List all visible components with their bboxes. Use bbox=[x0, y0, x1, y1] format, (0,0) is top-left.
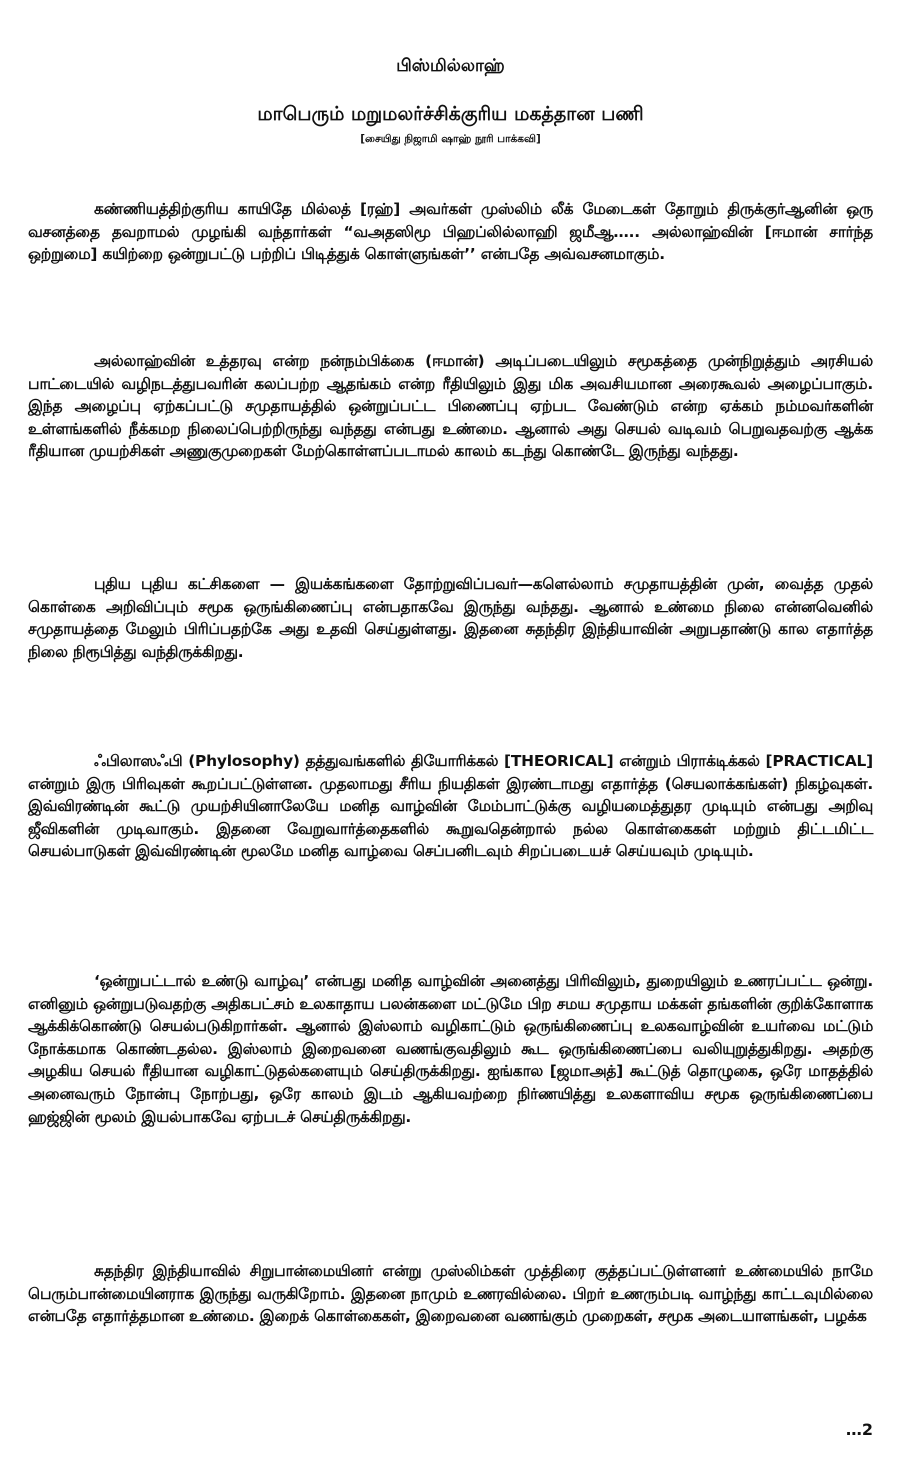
bismillah-heading: பிஸ்மில்லாஹ் bbox=[396, 56, 505, 76]
document-page bbox=[28, 0, 873, 1459]
paragraph-1: கண்ணியத்திற்குரிய காயிதே மில்லத் [ரஹ்] அவர்கள் முஸ்லிம் லீக் மேடைகள் தோறும் திருக்குர்ஆனின் ஒரு வசனத்தை தவறாமல் முழங்கி வந்தார்கள் “வஅதஸிமூ பிஹப்லில்லாஹி ஜமீஆ….. அல்லாஹ்வின் [ஈமான் சார்ந்த ஒற்றுமை] கயிற்றை ஒன்றுபட்டு பற்றிப் பிடித்துக் கொள்ளுங்கள்’’ என்பதே அவ்வசனமாகும். bbox=[28, 200, 873, 264]
article-title: மாபெரும் மறுமலர்ச்சிக்குரிய மகத்தான பணி bbox=[257, 103, 644, 125]
page-number: …2 bbox=[845, 1420, 873, 1439]
paragraph-3: புதிய புதிய கட்சிகளை — இயக்கங்களை தோற்றுவிப்பவர்—களெல்லாம் சமுதாயத்தின் முன், வைத்த முதல் கொள்கை அறிவிப்பும் சமூக ஒருங்கிணைப்பு என்பதாகவே இருந்து வந்தது. ஆனால் உண்மை நிலை என்னவெனில் சமுதாயத்தை மேலும் பிரிப்பதற்கே அது உதவி செய்துள்ளது. இதனை சுதந்திர இந்தியாவின் அறுபதாண்டு கால எதார்த்த நிலை நிரூபித்து வந்திருக்கிறது. bbox=[28, 575, 873, 661]
paragraph-4: ஃபிலாஸஃபி (Phylosophy) தத்துவங்களில் தியோரிக்கல் [THEORICAL] என்றும் பிராக்டிக்கல் [PRACTICAL] என்றும் இரு பிரிவுகள் கூறப்பட்டுள்ளன. முதலாமது சீரிய நியதிகள் இரண்டாமது எதார்த்த (செயலாக்கங்கள்) நிகழ்வுகள். இவ்விரண்டின் கூட்டு முயற்சியினாலேயே மனித வாழ்வின் மேம்பாட்டுக்கு வழியமைத்துதர முடியும் என்பது அறிவு ஜீவிகளின் முடிவாகும். இதனை வேறுவார்த்தைகளில் கூறுவதென்றால் நல்ல கொள்கைகள் மற்றும் திட்டமிட்ட செயல்பாடுகள் இவ்விரண்டின் மூலமே மனித வாழ்வை செப்பனிடவும் சிறப்படையச் செய்யவும் முடியும். bbox=[28, 752, 873, 861]
author-byline: [சையிது நிஜாமி ஷாஹ் நூரி பாக்கவி] bbox=[360, 133, 541, 145]
paragraph-2: அல்லாஹ்வின் உத்தரவு என்ற நன்நம்பிக்கை (ஈமான்) அடிப்படையிலும் சமூகத்தை முன்நிறுத்தும் அரசியல் பாட்டையில் வழிநடத்துபவரின் கலப்பற்ற ஆதங்கம் என்ற ரீதியிலும் இது மிக அவசியமான அரைகூவல் அழைப்பாகும். இந்த அழைப்பு ஏற்கப்பட்டு சமுதாயத்தில் ஒன்றுப்பட்ட பிணைப்பு ஏற்பட வேண்டும் என்ற ஏக்கம் நம்மவர்களின் உள்ளங்களில் நீக்கமற நிலைப்பெற்றிருந்து வந்தது என்பது உண்மை. ஆனால் அது செயல் வடிவம் பெறுவதவற்கு ஆக்க ரீதியான முயற்சிகள் அணுகுமுறைகள் மேற்கொள்ளப்படாமல் காலம் கடந்து கொண்டே இருந்து வந்தது. bbox=[28, 352, 873, 461]
paragraph-5: ‘ஒன்றுபட்டால் உண்டு வாழ்வு’ என்பது மனித வாழ்வின் அனைத்து பிரிவிலும், துறையிலும் உணரப்பட்ட ஒன்று. எனினும் ஒன்றுபடுவதற்கு அதிகபட்சம் உலகாதாய பலன்களை மட்டுமே பிற சமய சமுதாய மக்கள் தங்களின் குறிக்கோளாக ஆக்கிக்கொண்டு செயல்படுகிறார்கள். ஆனால் இஸ்லாம் வழிகாட்டும் ஒருங்கிணைப்பு உலகவாழ்வின் உயர்வை மட்டும் நோக்கமாக கொண்டதல்ல. இஸ்லாம் இறைவனை வணங்குவதிலும் கூட ஒருங்கிணைப்பை வலியுறுத்துகிறது. அதற்கு அழகிய செயல் ரீதியான வழிகாட்டுதல்களையும் செய்திருக்கிறது. ஐங்கால [ஜமாஅத்] கூட்டுத் தொழுகை, ஒரே மாதத்தில் அனைவரும் நோன்பு நோற்பது, ஒரே காலம் இடம் ஆகியவற்றை நிர்ணயித்து உலகளாவிய சமூக ஒருங்கிணைப்பை ஹஜ்ஜின் மூலம் இயல்பாகவே ஏற்படச் செய்திருக்கிறது. bbox=[28, 972, 873, 1126]
paragraph-6: சுதந்திர இந்தியாவில் சிறுபான்மையினர் என்று முஸ்லிம்கள் முத்திரை குத்தப்பட்டுள்ளனர் உண்மையில் நாமே பெரும்பான்மையினராக இருந்து வருகிறோம். இதனை நாமும் உணரவில்லை. பிறர் உணரும்படி வாழ்ந்து காட்டவுமில்லை என்பதே எதார்த்தமான உண்மை. இறைக் கொள்கைகள், இறைவனை வணங்கும் முறைகள், சமூக அடையாளங்கள், பழக்க bbox=[28, 1262, 873, 1326]
